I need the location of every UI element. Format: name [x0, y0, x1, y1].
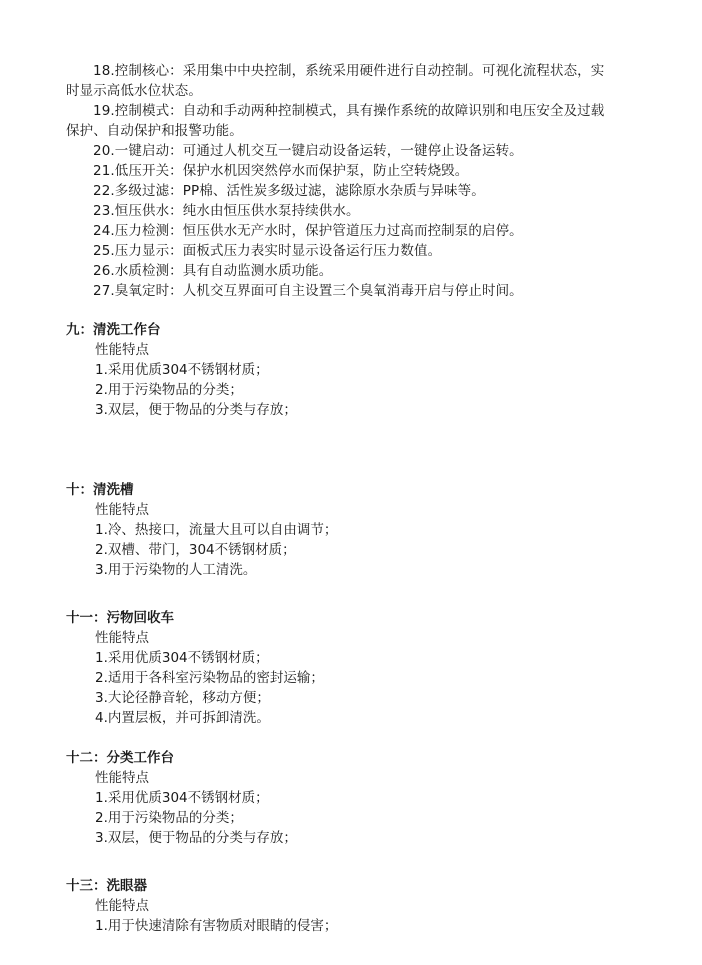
list-item: 3.大论径静音轮，移动方便；: [95, 690, 270, 706]
list-item: 2.双槽、带门，304不锈钢材质；: [95, 542, 296, 558]
list-item: 4.内置层板，并可拆卸清洗。: [95, 710, 270, 726]
list-item: 2.用于污染物品的分类；: [95, 810, 243, 826]
list-item: 1.采用优质304不锈钢材质；: [95, 790, 269, 806]
spec-23-line: 23.恒压供水：纯水由恒压供水泵持续供水。: [93, 203, 360, 219]
spec-24-line: 24.压力检测：恒压供水无产水时，保护管道压力过高而控制泵的启停。: [93, 223, 523, 239]
list-item: 1.采用优质304不锈钢材质；: [95, 362, 269, 378]
list-item: 3.双层，便于物品的分类与存放；: [95, 830, 297, 846]
section-heading: 十一：污物回收车: [66, 610, 174, 626]
section-heading: 九：清洗工作台: [66, 322, 161, 338]
spec-22-line: 22.多级过滤：PP棉、活性炭多级过滤，滤除原水杂质与异味等。: [93, 183, 485, 199]
spec-26-line: 26.水质检测：具有自动监测水质功能。: [93, 263, 333, 279]
spec-19-paragraph: 19.控制模式：自动和手动两种控制模式，具有操作系统的故障识别和电压安全及过载保护、自动保护和报警功能。: [66, 103, 605, 139]
section-subheading: 性能特点: [95, 770, 149, 786]
section-subheading: 性能特点: [95, 502, 149, 518]
list-item: 2.适用于各科室污染物品的密封运输；: [95, 670, 324, 686]
spec-21-line: 21.低压开关：保护水机因突然停水而保护泵，防止空转烧毁。: [93, 163, 469, 179]
spec-18-paragraph: 18.控制核心：采用集中中央控制，系统采用硬件进行自动控制。可视化流程状态，实时显示高低水位状态。: [66, 63, 605, 99]
list-item: 1.用于快速清除有害物质对眼睛的侵害；: [95, 918, 338, 934]
list-item: 3.用于污染物的人工清洗。: [95, 562, 257, 578]
section-heading: 十三：洗眼器: [66, 878, 147, 894]
spec-27-line: 27.臭氧定时：人机交互界面可自主设置三个臭氧消毒开启与停止时间。: [93, 283, 523, 299]
spec-25-line: 25.压力显示：面板式压力表实时显示设备运行压力数值。: [93, 243, 442, 259]
list-item: 1.采用优质304不锈钢材质；: [95, 650, 269, 666]
section-subheading: 性能特点: [95, 898, 149, 914]
section-heading: 十二：分类工作台: [66, 750, 174, 766]
section-subheading: 性能特点: [95, 630, 149, 646]
list-item: 2.用于污染物品的分类；: [95, 382, 243, 398]
section-heading: 十：清洗槽: [66, 482, 134, 498]
section-subheading: 性能特点: [95, 342, 149, 358]
spec-20-line: 20.一键启动：可通过人机交互一键启动设备运转，一键停止设备运转。: [93, 143, 523, 159]
list-item: 3.双层，便于物品的分类与存放；: [95, 402, 297, 418]
list-item: 1.冷、热接口，流量大且可以自由调节；: [95, 522, 338, 538]
